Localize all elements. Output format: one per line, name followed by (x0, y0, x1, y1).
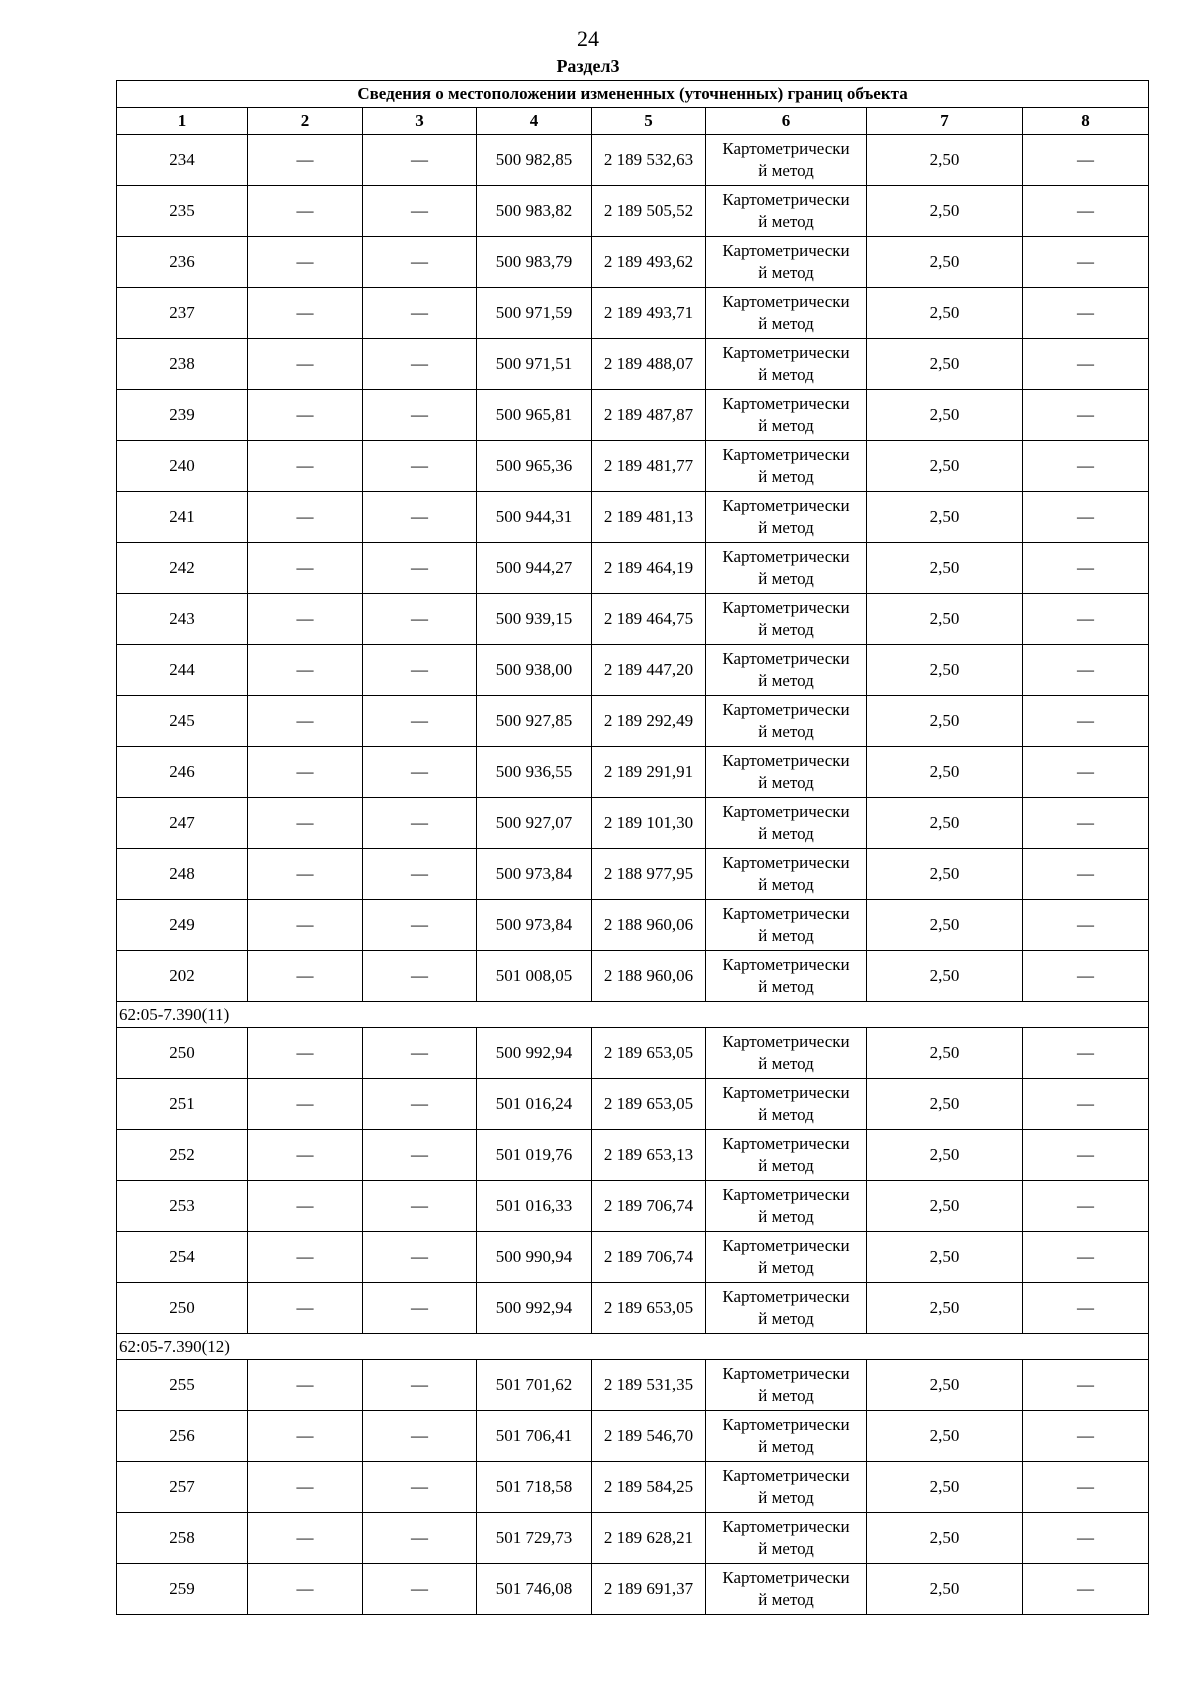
col3-cell: — (363, 951, 477, 1002)
method-cell: Картометрически й метод (706, 543, 867, 594)
method-cell: Картометрически й метод (706, 645, 867, 696)
col8-cell: — (1023, 339, 1149, 390)
column-header: 3 (363, 108, 477, 135)
col8-cell: — (1023, 594, 1149, 645)
point-number-cell: 247 (117, 798, 248, 849)
col3-cell: — (363, 1232, 477, 1283)
table-row (117, 594, 1149, 645)
accuracy-cell: 2,50 (867, 1079, 1023, 1130)
point-number-cell: 239 (117, 390, 248, 441)
point-number-cell: 234 (117, 135, 248, 186)
accuracy-cell: 2,50 (867, 186, 1023, 237)
col8-cell: — (1023, 237, 1149, 288)
col2-cell: — (248, 1462, 363, 1513)
col2-cell: — (248, 900, 363, 951)
col8-cell: — (1023, 441, 1149, 492)
point-number-cell: 257 (117, 1462, 248, 1513)
point-number-cell: 202 (117, 951, 248, 1002)
column-header: 1 (117, 108, 248, 135)
table-row (117, 1360, 1149, 1411)
table-row (117, 1283, 1149, 1334)
y-coordinate-cell: 2 189 464,19 (592, 543, 706, 594)
point-number-cell: 240 (117, 441, 248, 492)
col2-cell: — (248, 1079, 363, 1130)
col3-cell: — (363, 645, 477, 696)
x-coordinate-cell: 500 971,59 (477, 288, 592, 339)
table-row (117, 390, 1149, 441)
group-header-row (117, 1334, 1149, 1360)
y-coordinate-cell: 2 189 706,74 (592, 1181, 706, 1232)
col8-cell: — (1023, 135, 1149, 186)
x-coordinate-cell: 500 983,82 (477, 186, 592, 237)
method-cell: Картометрически й метод (706, 288, 867, 339)
point-number-cell: 245 (117, 696, 248, 747)
accuracy-cell: 2,50 (867, 747, 1023, 798)
col8-cell: — (1023, 1513, 1149, 1564)
y-coordinate-cell: 2 189 546,70 (592, 1411, 706, 1462)
col3-cell: — (363, 849, 477, 900)
y-coordinate-cell: 2 189 653,05 (592, 1028, 706, 1079)
x-coordinate-cell: 500 927,07 (477, 798, 592, 849)
col8-cell: — (1023, 900, 1149, 951)
col2-cell: — (248, 1411, 363, 1462)
accuracy-cell: 2,50 (867, 492, 1023, 543)
col2-cell: — (248, 135, 363, 186)
y-coordinate-cell: 2 189 532,63 (592, 135, 706, 186)
col2-cell: — (248, 1360, 363, 1411)
col3-cell: — (363, 594, 477, 645)
col3-cell: — (363, 543, 477, 594)
x-coordinate-cell: 500 973,84 (477, 900, 592, 951)
col2-cell: — (248, 1130, 363, 1181)
col3-cell: — (363, 135, 477, 186)
col3-cell: — (363, 390, 477, 441)
method-cell: Картометрически й метод (706, 1028, 867, 1079)
col2-cell: — (248, 951, 363, 1002)
col2-cell: — (248, 1232, 363, 1283)
col2-cell: — (248, 288, 363, 339)
accuracy-cell: 2,50 (867, 1360, 1023, 1411)
x-coordinate-cell: 500 939,15 (477, 594, 592, 645)
method-cell: Картометрически й метод (706, 1411, 867, 1462)
column-header-row (117, 108, 1149, 135)
col8-cell: — (1023, 1283, 1149, 1334)
table-row (117, 900, 1149, 951)
table-row (117, 339, 1149, 390)
y-coordinate-cell: 2 189 447,20 (592, 645, 706, 696)
col3-cell: — (363, 1564, 477, 1615)
col3-cell: — (363, 1130, 477, 1181)
method-cell: Картометрически й метод (706, 492, 867, 543)
col3-cell: — (363, 1411, 477, 1462)
y-coordinate-cell: 2 189 464,75 (592, 594, 706, 645)
boundary-coordinates-table (116, 80, 1149, 1615)
col2-cell: — (248, 339, 363, 390)
col3-cell: — (363, 1181, 477, 1232)
col3-cell: — (363, 1462, 477, 1513)
y-coordinate-cell: 2 189 653,13 (592, 1130, 706, 1181)
method-cell: Картометрически й метод (706, 1283, 867, 1334)
col3-cell: — (363, 798, 477, 849)
y-coordinate-cell: 2 189 493,71 (592, 288, 706, 339)
col3-cell: — (363, 747, 477, 798)
y-coordinate-cell: 2 189 706,74 (592, 1232, 706, 1283)
y-coordinate-cell: 2 188 977,95 (592, 849, 706, 900)
method-cell: Картометрически й метод (706, 339, 867, 390)
table-caption: Сведения о местоположении измененных (уточненных) границ объекта (117, 81, 1149, 108)
table-row (117, 441, 1149, 492)
column-header: 2 (248, 108, 363, 135)
table-row (117, 951, 1149, 1002)
accuracy-cell: 2,50 (867, 696, 1023, 747)
col2-cell: — (248, 1564, 363, 1615)
x-coordinate-cell: 500 973,84 (477, 849, 592, 900)
table-row (117, 492, 1149, 543)
column-header: 5 (592, 108, 706, 135)
column-header: 8 (1023, 108, 1149, 135)
accuracy-cell: 2,50 (867, 1232, 1023, 1283)
x-coordinate-cell: 501 718,58 (477, 1462, 592, 1513)
point-number-cell: 256 (117, 1411, 248, 1462)
point-number-cell: 251 (117, 1079, 248, 1130)
table-row (117, 849, 1149, 900)
point-number-cell: 237 (117, 288, 248, 339)
table-caption-row (117, 81, 1149, 108)
col8-cell: — (1023, 747, 1149, 798)
accuracy-cell: 2,50 (867, 390, 1023, 441)
col2-cell: — (248, 1028, 363, 1079)
col8-cell: — (1023, 1411, 1149, 1462)
table-row (117, 1130, 1149, 1181)
accuracy-cell: 2,50 (867, 645, 1023, 696)
col3-cell: — (363, 696, 477, 747)
method-cell: Картометрически й метод (706, 390, 867, 441)
method-cell: Картометрически й метод (706, 441, 867, 492)
x-coordinate-cell: 501 016,24 (477, 1079, 592, 1130)
table-row (117, 1564, 1149, 1615)
method-cell: Картометрически й метод (706, 900, 867, 951)
col8-cell: — (1023, 1462, 1149, 1513)
accuracy-cell: 2,50 (867, 135, 1023, 186)
x-coordinate-cell: 501 729,73 (477, 1513, 592, 1564)
accuracy-cell: 2,50 (867, 543, 1023, 594)
accuracy-cell: 2,50 (867, 1564, 1023, 1615)
col2-cell: — (248, 1513, 363, 1564)
method-cell: Картометрически й метод (706, 1130, 867, 1181)
col3-cell: — (363, 1360, 477, 1411)
x-coordinate-cell: 500 992,94 (477, 1028, 592, 1079)
x-coordinate-cell: 500 982,85 (477, 135, 592, 186)
y-coordinate-cell: 2 189 493,62 (592, 237, 706, 288)
x-coordinate-cell: 501 706,41 (477, 1411, 592, 1462)
method-cell: Картометрически й метод (706, 237, 867, 288)
method-cell: Картометрически й метод (706, 951, 867, 1002)
column-header: 6 (706, 108, 867, 135)
accuracy-cell: 2,50 (867, 798, 1023, 849)
table-row (117, 1462, 1149, 1513)
point-number-cell: 255 (117, 1360, 248, 1411)
table-row (117, 237, 1149, 288)
table-row (117, 696, 1149, 747)
y-coordinate-cell: 2 189 584,25 (592, 1462, 706, 1513)
point-number-cell: 258 (117, 1513, 248, 1564)
x-coordinate-cell: 500 990,94 (477, 1232, 592, 1283)
col2-cell: — (248, 237, 363, 288)
col2-cell: — (248, 747, 363, 798)
x-coordinate-cell: 500 965,36 (477, 441, 592, 492)
col2-cell: — (248, 186, 363, 237)
col8-cell: — (1023, 645, 1149, 696)
y-coordinate-cell: 2 189 101,30 (592, 798, 706, 849)
col3-cell: — (363, 1513, 477, 1564)
col8-cell: — (1023, 1130, 1149, 1181)
page-number: 24 (577, 26, 599, 51)
accuracy-cell: 2,50 (867, 1462, 1023, 1513)
x-coordinate-cell: 500 971,51 (477, 339, 592, 390)
point-number-cell: 252 (117, 1130, 248, 1181)
method-cell: Картометрически й метод (706, 594, 867, 645)
col8-cell: — (1023, 798, 1149, 849)
x-coordinate-cell: 500 938,00 (477, 645, 592, 696)
col8-cell: — (1023, 849, 1149, 900)
col2-cell: — (248, 492, 363, 543)
x-coordinate-cell: 500 927,85 (477, 696, 592, 747)
col3-cell: — (363, 339, 477, 390)
accuracy-cell: 2,50 (867, 951, 1023, 1002)
x-coordinate-cell: 501 008,05 (477, 951, 592, 1002)
y-coordinate-cell: 2 189 487,87 (592, 390, 706, 441)
section-title: Раздел3 (556, 56, 620, 76)
x-coordinate-cell: 500 944,27 (477, 543, 592, 594)
col8-cell: — (1023, 288, 1149, 339)
x-coordinate-cell: 501 746,08 (477, 1564, 592, 1615)
accuracy-cell: 2,50 (867, 237, 1023, 288)
method-cell: Картометрически й метод (706, 1513, 867, 1564)
point-number-cell: 250 (117, 1028, 248, 1079)
x-coordinate-cell: 500 983,79 (477, 237, 592, 288)
accuracy-cell: 2,50 (867, 1283, 1023, 1334)
table-row (117, 186, 1149, 237)
point-number-cell: 243 (117, 594, 248, 645)
col8-cell: — (1023, 1232, 1149, 1283)
col3-cell: — (363, 441, 477, 492)
method-cell: Картометрически й метод (706, 798, 867, 849)
x-coordinate-cell: 500 936,55 (477, 747, 592, 798)
group-label: 62:05-7.390(11) (117, 1002, 1149, 1028)
point-number-cell: 254 (117, 1232, 248, 1283)
col3-cell: — (363, 288, 477, 339)
x-coordinate-cell: 501 016,33 (477, 1181, 592, 1232)
table-row (117, 135, 1149, 186)
group-label: 62:05-7.390(12) (117, 1334, 1149, 1360)
accuracy-cell: 2,50 (867, 441, 1023, 492)
x-coordinate-cell: 500 965,81 (477, 390, 592, 441)
col8-cell: — (1023, 696, 1149, 747)
point-number-cell: 238 (117, 339, 248, 390)
accuracy-cell: 2,50 (867, 900, 1023, 951)
y-coordinate-cell: 2 189 481,77 (592, 441, 706, 492)
y-coordinate-cell: 2 189 488,07 (592, 339, 706, 390)
point-number-cell: 242 (117, 543, 248, 594)
y-coordinate-cell: 2 189 505,52 (592, 186, 706, 237)
method-cell: Картометрически й метод (706, 186, 867, 237)
col3-cell: — (363, 186, 477, 237)
col2-cell: — (248, 645, 363, 696)
y-coordinate-cell: 2 189 653,05 (592, 1079, 706, 1130)
col2-cell: — (248, 441, 363, 492)
method-cell: Картометрически й метод (706, 1360, 867, 1411)
col8-cell: — (1023, 1181, 1149, 1232)
method-cell: Картометрически й метод (706, 747, 867, 798)
point-number-cell: 241 (117, 492, 248, 543)
table-row (117, 1513, 1149, 1564)
table-row (117, 645, 1149, 696)
table-row (117, 543, 1149, 594)
col2-cell: — (248, 543, 363, 594)
col8-cell: — (1023, 1360, 1149, 1411)
method-cell: Картометрически й метод (706, 696, 867, 747)
col3-cell: — (363, 237, 477, 288)
method-cell: Картометрически й метод (706, 849, 867, 900)
accuracy-cell: 2,50 (867, 594, 1023, 645)
col2-cell: — (248, 594, 363, 645)
col3-cell: — (363, 1283, 477, 1334)
column-header: 4 (477, 108, 592, 135)
table-row (117, 1028, 1149, 1079)
table-row (117, 288, 1149, 339)
x-coordinate-cell: 500 944,31 (477, 492, 592, 543)
table-row (117, 1232, 1149, 1283)
point-number-cell: 236 (117, 237, 248, 288)
accuracy-cell: 2,50 (867, 1411, 1023, 1462)
col2-cell: — (248, 849, 363, 900)
col8-cell: — (1023, 492, 1149, 543)
x-coordinate-cell: 500 992,94 (477, 1283, 592, 1334)
col8-cell: — (1023, 1079, 1149, 1130)
y-coordinate-cell: 2 188 960,06 (592, 951, 706, 1002)
method-cell: Картометрически й метод (706, 1079, 867, 1130)
point-number-cell: 244 (117, 645, 248, 696)
col2-cell: — (248, 1181, 363, 1232)
col2-cell: — (248, 798, 363, 849)
col8-cell: — (1023, 186, 1149, 237)
col2-cell: — (248, 696, 363, 747)
column-header: 7 (867, 108, 1023, 135)
point-number-cell: 259 (117, 1564, 248, 1615)
col8-cell: — (1023, 390, 1149, 441)
col8-cell: — (1023, 951, 1149, 1002)
col3-cell: — (363, 900, 477, 951)
accuracy-cell: 2,50 (867, 1028, 1023, 1079)
table-row (117, 1411, 1149, 1462)
table-row (117, 1079, 1149, 1130)
group-header-row (117, 1002, 1149, 1028)
table-row (117, 1181, 1149, 1232)
col8-cell: — (1023, 1564, 1149, 1615)
method-cell: Картометрически й метод (706, 1564, 867, 1615)
method-cell: Картометрически й метод (706, 1232, 867, 1283)
col2-cell: — (248, 390, 363, 441)
table-row (117, 798, 1149, 849)
accuracy-cell: 2,50 (867, 1181, 1023, 1232)
accuracy-cell: 2,50 (867, 1513, 1023, 1564)
y-coordinate-cell: 2 189 691,37 (592, 1564, 706, 1615)
table-row (117, 747, 1149, 798)
method-cell: Картометрически й метод (706, 1181, 867, 1232)
accuracy-cell: 2,50 (867, 339, 1023, 390)
point-number-cell: 246 (117, 747, 248, 798)
y-coordinate-cell: 2 189 292,49 (592, 696, 706, 747)
method-cell: Картометрически й метод (706, 1462, 867, 1513)
x-coordinate-cell: 501 701,62 (477, 1360, 592, 1411)
x-coordinate-cell: 501 019,76 (477, 1130, 592, 1181)
point-number-cell: 250 (117, 1283, 248, 1334)
y-coordinate-cell: 2 189 291,91 (592, 747, 706, 798)
point-number-cell: 253 (117, 1181, 248, 1232)
col8-cell: — (1023, 543, 1149, 594)
accuracy-cell: 2,50 (867, 288, 1023, 339)
point-number-cell: 248 (117, 849, 248, 900)
col3-cell: — (363, 492, 477, 543)
accuracy-cell: 2,50 (867, 849, 1023, 900)
point-number-cell: 249 (117, 900, 248, 951)
col2-cell: — (248, 1283, 363, 1334)
accuracy-cell: 2,50 (867, 1130, 1023, 1181)
method-cell: Картометрически й метод (706, 135, 867, 186)
y-coordinate-cell: 2 189 628,21 (592, 1513, 706, 1564)
col8-cell: — (1023, 1028, 1149, 1079)
col3-cell: — (363, 1028, 477, 1079)
y-coordinate-cell: 2 189 481,13 (592, 492, 706, 543)
point-number-cell: 235 (117, 186, 248, 237)
col3-cell: — (363, 1079, 477, 1130)
y-coordinate-cell: 2 189 653,05 (592, 1283, 706, 1334)
y-coordinate-cell: 2 188 960,06 (592, 900, 706, 951)
y-coordinate-cell: 2 189 531,35 (592, 1360, 706, 1411)
